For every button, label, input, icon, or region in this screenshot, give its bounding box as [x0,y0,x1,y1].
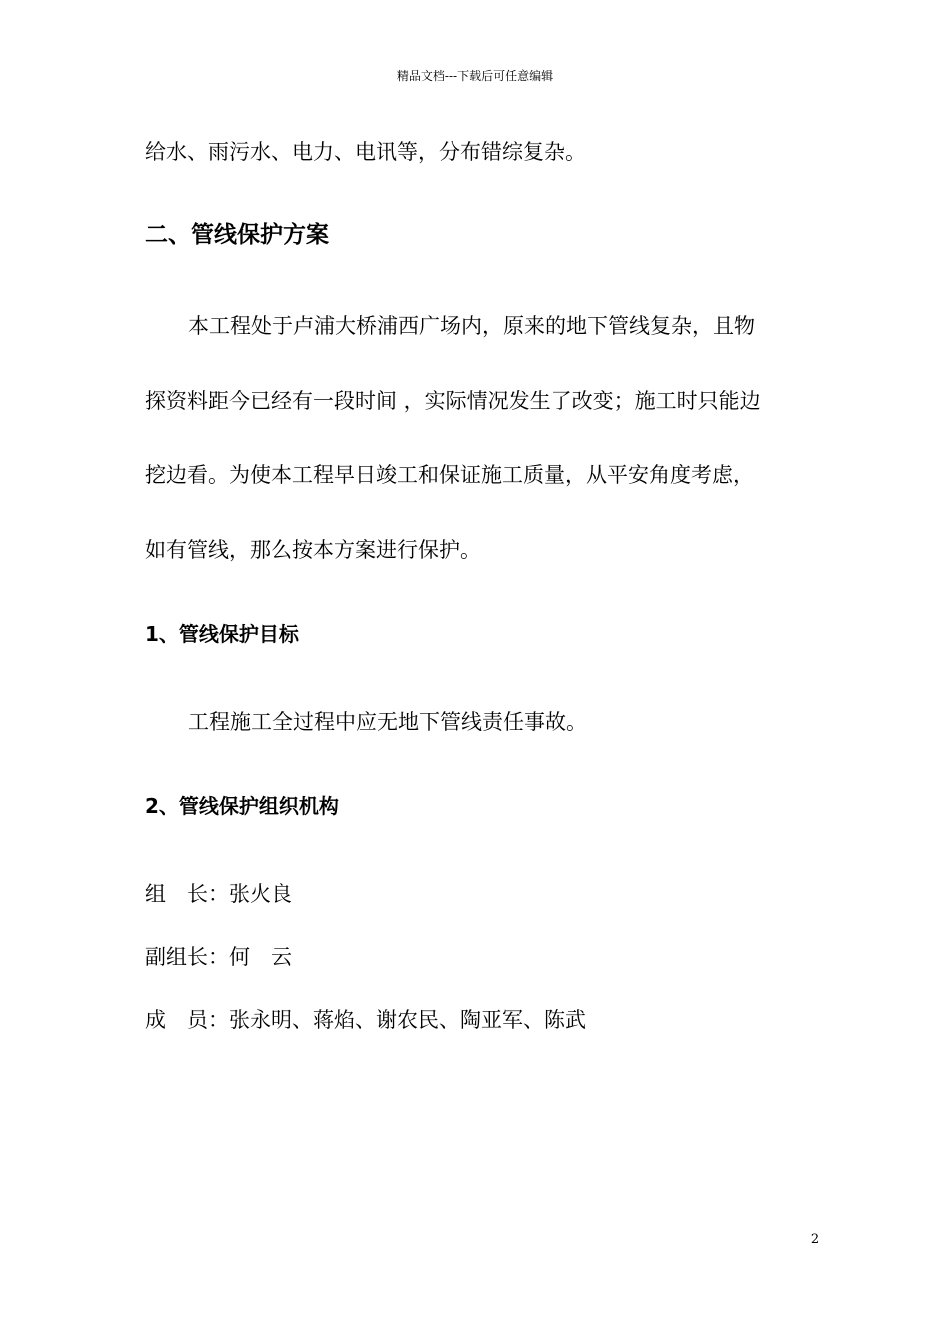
intro-line: 如有管线，那么按本方案进行保护。 [145,538,481,562]
member-line-deputy: 副组长：何 云 [145,945,292,969]
goal-text: 工程施工全过程中应无地下管线责任事故。 [188,710,587,734]
intro-line: 探资料距今已经有一段时间 ，实际情况发生了改变；施工时只能边 [145,389,761,413]
continuation-paragraph: 给水、雨污水、电力、电讯等，分布错综复杂。 [145,140,586,164]
section-title: 二、管线保护方案 [145,222,329,248]
intro-line: 本工程处于卢浦大桥浦西广场内，原来的地下管线复杂，且物 [188,314,755,338]
member-line-leader: 组 长：张火良 [145,882,292,906]
subsection-title-goal: 1、管线保护目标 [145,622,299,646]
member-line-members: 成 员：张永明、蒋焰、谢农民、陶亚军、陈武 [145,1008,586,1032]
page-header: 精品文档---下载后可任意编辑 [396,69,554,83]
page-number: 2 [810,1232,820,1247]
intro-line: 挖边看。为使本工程早日竣工和保证施工质量，从平安角度考虑， [145,463,754,487]
subsection-title-organization: 2、管线保护组织机构 [145,794,339,818]
